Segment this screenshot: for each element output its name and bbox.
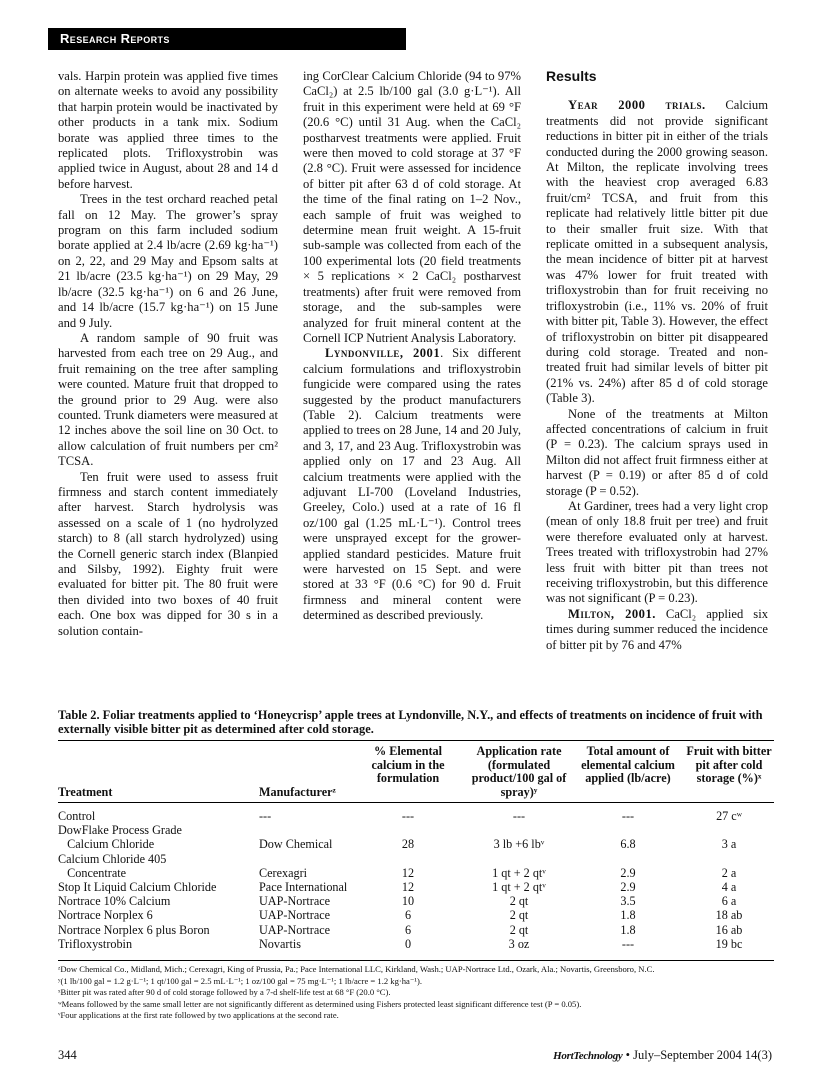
cell-manufacturer: Pace International	[259, 880, 348, 894]
cell-manufacturer: ---	[259, 809, 272, 823]
cell-app-rate: ---	[512, 809, 526, 823]
cell-pct-calcium: 10	[401, 894, 415, 909]
header-manufacturer: Manufacturerᶻ	[259, 785, 336, 799]
paragraph: ing CorClear Calcium Chloride (94 to 97% CaCl₂) at 2.5 lb/100 gal (3.0 g·L⁻¹). All fruit in this experiment were held at 69 °F (20.6 °C) until 31 Aug. when the CaCl₂ postharvest treatments were applied. Fruit were then moved to cold storage at 37 °F (2.8 °C). Fruit were assessed for incidence of bitter pit after 63 d of cold storage. At the time of the final rating on 1–2 Nov., each sample of fruit was weighed to determine mean fruit weight. A 15-fruit sub-sample was collected from each of the 100 experimental lots (20 field treatments × 5 replications × 2 CaCl₂ postharvest treatments) after fruit were removed from storage, and the sub-samples were analyzed for fruit mineral content at the Cornell ICP Nutrient Analysis Laboratory.	[303, 69, 521, 345]
paragraph: At Gardiner, trees had a very light crop (mean of only 18.8 fruit per tree) and fruit were therefore evaluated only at harvest. Trees treated with trifloxystrobin had 27% less fruit with bitter pit than trees not receiving trifloxystrobin, but this difference was not significant (P = 0.23).	[546, 498, 768, 606]
cell-pct-calcium: ---	[401, 809, 415, 823]
run-in-heading: Year 2000 trials.	[568, 98, 706, 113]
paragraph	[546, 607, 768, 653]
cell-manufacturer: UAP-Nortrace	[259, 908, 331, 923]
header-pct-calcium: % Elemental calcium in the formulation	[371, 744, 445, 785]
cell-total-calcium: 2.9	[620, 880, 636, 894]
cell-bitter-pit: 27 cʷ	[716, 809, 742, 823]
cell-total-calcium: 1.8	[620, 922, 636, 937]
section-heading: Results	[546, 68, 597, 84]
cell-manufacturer: Cerexagri	[259, 865, 308, 880]
journal-logo: HortTechnology	[553, 1050, 623, 1062]
text-column-2	[303, 69, 521, 624]
cell-app-rate: 2 qt	[509, 922, 529, 937]
footnote: ʷMeans followed by the same small letter are not significantly different as determined using Fishers protected least significant difference test (P = 0.05).	[58, 998, 582, 1009]
footnote: ʸ(1 lb/100 gal = 1.2 g·L⁻¹; 1 qt/100 gal = 2.5 mL·L⁻¹; 1 oz/100 gal = 75 mg·L⁻¹; 1 lb/acre = 1.2 kg·ha⁻¹).	[58, 975, 422, 986]
table-top-rule	[58, 740, 774, 741]
cell-bitter-pit: 4 a	[721, 880, 737, 894]
cell-total-calcium: 1.8	[620, 908, 636, 923]
run-in-heading: Lyndonville, 2001	[325, 346, 441, 361]
section-header-bar	[48, 28, 406, 50]
cell-treatment: Nortrace 10% Calcium	[58, 894, 171, 909]
header-treatment: Treatment	[58, 785, 113, 799]
cell-total-calcium: 6.8	[620, 837, 636, 852]
cell-bitter-pit: 3 a	[721, 837, 737, 852]
paragraph-body: CaCl₂ applied six times during summer reduced the incidence of bitter pit by 76 and 47%	[546, 606, 768, 652]
paragraph: Trees in the test orchard reached petal fall on 12 May. The grower’s spray program on this farm included sodium borate applied at 2.4 lb/acre (2.69 kg·ha⁻¹) on 2, 22, and 29 May and Epsom salts at 21 lb/acre (23.5 kg·ha⁻¹) on 29 May, 29 lb/acre (32.5 kg·ha⁻¹) on 6 and 26 June, and 14 lb/acre (15.7 kg·ha⁻¹) on 15 June and 9 July.	[58, 192, 278, 330]
table-footnotes	[58, 964, 774, 1022]
cell-manufacturer: Dow Chemical	[259, 837, 333, 852]
cell-pct-calcium: 0	[404, 936, 412, 951]
footnote: ᵛFour applications at the first rate followed by two applications at the second rate.	[58, 1010, 339, 1020]
cell-manufacturer: UAP-Nortrace	[259, 894, 331, 909]
cell-treatment: Concentrate	[58, 865, 127, 880]
cell-treatment: Calcium Chloride	[58, 837, 155, 852]
cell-treatment: Calcium Chloride 405	[58, 851, 167, 866]
paragraph-body: Calcium treatments did not provide significant reductions in bitter pit in either of the trials conducted during the 2000 growing season. At Milton, the replicate involving trees with the heaviest crop averaged 6.83 fruit/cm² TCSA, and fruit from this replicate had relatively little bitter pit due to their smaller fruit size. With that replicate omitted in a subsequent analysis, the mean incidence of bitter pit at harvest was 47% lower for fruit treated with trifloxystrobin than for fruit receiving no trifloxystrobin (i.e., 11% vs. 20% of fruit with bitter pit, Table 3). However, the effect of trifloxystrobin on bitter pit disappeared during cold storage. Treated and non-treated fruit had similar levels of bitter pit (21% vs. 24%) after 85 d of cold storage (Table 3).	[546, 98, 768, 406]
cell-treatment: Nortrace Norplex 6 plus Boron	[58, 922, 210, 937]
text-column-1	[58, 69, 278, 639]
section-title: Research Reports	[60, 31, 170, 46]
footnote: ˣBitter pit was rated after 90 d of cold storage followed by a 7-d shelf-life test at 68 °F (20.0 °C).	[58, 987, 391, 997]
paragraph-body: . Six different calcium formulations and trifloxystrobin fungicide were compared using the rates suggested by the product manufacturers (Table 2). Calcium treatments were applied to trees on 28 June, 14 and 20 July, and 3, 17, and 23 Aug. Trifloxystrobin was applied only on 17 and 23 Aug. All calcium treatments were applied with the adjuvant LI-700 (Loveland Industries, Greeley, Colo.) used at a rate of 16 fl oz/100 gal (1.25 mL·L⁻¹). Control trees were unsprayed except for the grower-applied standard pesticides. Mature fruit were harvested on 15 Sept. and were stored at 33 °F (0.6 °C) for 90 d. Fruit firmness and mineral content were determined as described previously.	[303, 346, 521, 623]
cell-app-rate: 1 qt + 2 qtᵛ	[492, 880, 546, 894]
cell-pct-calcium: 12	[401, 865, 415, 880]
cell-total-calcium: ---	[621, 936, 635, 951]
table-bottom-rule	[58, 960, 774, 961]
cell-app-rate: 2 qt	[509, 894, 529, 909]
cell-treatment: Control	[58, 809, 96, 823]
issue-info: • July–September 2004 14(3)	[625, 1048, 772, 1062]
paragraph	[303, 346, 521, 623]
cell-manufacturer: UAP-Nortrace	[259, 922, 331, 937]
cell-total-calcium: ---	[621, 809, 635, 823]
cell-app-rate: 3 lb +6 lbᵛ	[493, 837, 545, 852]
paragraph: Ten fruit were used to assess fruit firmness and starch content immediately after harvest. Starch hydrolysis was assessed on a scale of 1 (no hydrolyzed starch) to 8 (all starch hydrolyzed) using the Cornell generic starch index (Blanpied and Silsby, 1992). Eighty fruit were evaluated for bitter pit. The 80 fruit were then divided into two boxes of 40 fruit each. One box was dipped for 30 s in a solution contain-	[58, 469, 278, 638]
cell-bitter-pit: 19 bc	[715, 936, 743, 951]
footnote: ᶻDow Chemical Co., Midland, Mich.; Cerexagri, King of Prussia, Pa.; Pace International LLC, Kirkland, Wash.; UAP-Nortrace Ltd., Ozark, Ala.; Novartis, Greensboro, N.C.	[58, 964, 655, 974]
cell-total-calcium: 3.5	[620, 894, 636, 909]
page-number: 344	[58, 1048, 77, 1062]
paragraph	[546, 98, 768, 406]
journal-footer	[553, 1048, 772, 1063]
table-header-rule	[58, 802, 774, 803]
cell-treatment: Nortrace Norplex 6	[58, 908, 153, 923]
header-app-rate: Application rate (formulated product/100 gal of spray)ʸ	[471, 744, 567, 799]
cell-bitter-pit: 18 ab	[715, 908, 743, 923]
cell-app-rate: 1 qt + 2 qtᵛ	[492, 865, 546, 880]
cell-treatment: Trifloxystrobin	[58, 936, 133, 951]
header-bitter-pit: Fruit with bitter pit after cold storage (%)ˣ	[686, 744, 772, 785]
cell-bitter-pit: 6 a	[721, 894, 737, 909]
cell-bitter-pit: 16 ab	[715, 922, 743, 937]
table-caption: Table 2. Foliar treatments applied to ‘Honeycrisp’ apple trees at Lyndonville, N.Y., and effects of treatments on incidence of fruit with externally visible bitter pit as determined after cold storage.	[58, 708, 763, 736]
cell-bitter-pit: 2 a	[721, 865, 737, 880]
cell-pct-calcium: 6	[404, 908, 412, 923]
cell-treatment: DowFlake Process Grade	[58, 823, 182, 838]
cell-pct-calcium: 6	[404, 922, 412, 937]
header-total-calcium: Total amount of elemental calcium applied (lb/acre)	[581, 744, 675, 785]
paragraph: vals. Harpin protein was applied five times on alternate weeks to avoid any possibility that harpin protein would be inactivated by other products in a tank mix. Sodium borate was applied three times to the replicated plots. Trifloxystrobin was applied twice in August, about 28 and 14 d before harvest.	[58, 69, 278, 191]
paragraph: None of the treatments at Milton affected concentrations of calcium in fruit (P = 0.23). The calcium sprays used in Milton did not affect fruit firmness either at harvest (P = 0.19) or after 85 d of cold storage (P = 0.52).	[546, 406, 768, 498]
run-in-heading: Milton, 2001.	[568, 606, 656, 621]
cell-treatment: Stop It Liquid Calcium Chloride	[58, 880, 217, 894]
cell-pct-calcium: 28	[401, 837, 415, 852]
cell-pct-calcium: 12	[401, 880, 415, 894]
text-column-3	[546, 69, 768, 653]
cell-app-rate: 2 qt	[509, 908, 529, 923]
cell-app-rate: 3 oz	[508, 936, 530, 951]
cell-total-calcium: 2.9	[620, 865, 636, 880]
paragraph: A random sample of 90 fruit was harvested from each tree on 29 Aug., and fruit remaining on the tree after sampling were counted. Mature fruit that dropped to the ground prior to 29 Aug. were also counted. Trunk diameters were measured at 12 inches above the soil line on 30 Oct. to allow calculation of fruit numbers per cm² TCSA.	[58, 330, 278, 469]
cell-manufacturer: Novartis	[259, 936, 301, 951]
